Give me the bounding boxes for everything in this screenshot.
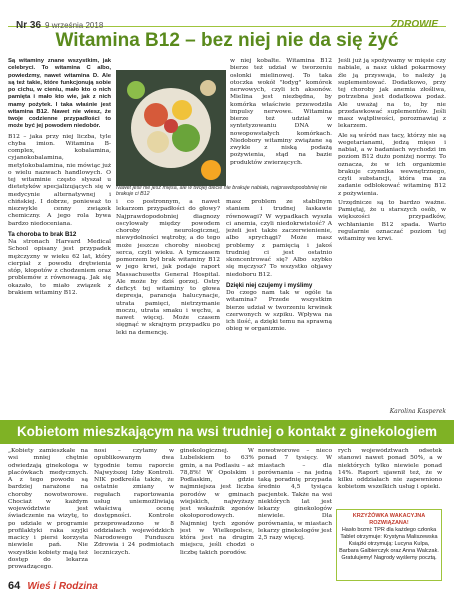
page-number: 64 [8, 580, 21, 592]
paragraph: Jeśli już ją spożywamy w mięsie czy nabiale, a nasz układ pokarmowy źle ją przyswaja, to należy ją suplementować. Dodatkowo, przy tej choroby jak anemia złośliwa, potrzebna jest dodatkowa podaż. Ale uważaj na to, by nie przedawkować suplementów. Jeśli masz wątpliwości, porozmawiaj z lekarzem. [338, 58, 446, 130]
box-line: Tablet otrzymuje: Krystyna Maliszewska [340, 534, 438, 540]
paragraph: i co postronnym, a nawet lekarzom przypadłości do głowy? Najprawdopodobniej diagnozy oscylowały między powodem choroby neurologicznej, niewydolności wątroby, a do tego może jeszcze choroby nieobcej serca, czyli wieku. A tymczasem pomorzem był brak witaminy B12 w jego krwi, jak podaje raport Massachusetts General Hospital. Ale może by dziś gorzej. Ostry deficyt tej witaminy to głowa depresja, paranoja halucynacje, utrata pamięci, nietrzymanie moczu, utrata smaku i węchu, a nawet więcej. Może czasem sięgnąć w skrajnym przypadku po leki na demencję. [116, 199, 220, 336]
article2-col-3 [180, 448, 254, 576]
food-photo [116, 70, 226, 186]
paragraph: nosi – czytamy w opublikowanym dwa tygodnie temu raporcie Najwyższej Izby Kontroli. NIK podkreśla także, że ostatnie zmiany w regułach raportowania usług uniemożliwiają właściwą ocenę dostępności. Kontrole przeprowadzono w 8 oddziałach wojewódzkich Narodowego Funduszu Zdrowia i 24 podmiotach leczniczych. [94, 448, 174, 556]
article2-col-1 [8, 448, 88, 576]
paragraph: w niej kobalte. Witamina B12 bierze też udział w tworzeniu osłonki mielinowej. To taka otoczka wokół "łodyg" komórek nerwowych, czyli ich aksonów. Mielina jest niezbędna, by komórka właściwie przewodziła impulsy nerwowe. Witamina bierze też udział w syntetyzowaniu DNA w nowopowstałych komórkach. Niedobory witaminy zwiążane są zwykle z niską podażą pożywienia, stąd na bazie produktów zwierzęcych. [230, 58, 332, 166]
paragraph: ginekologicznej. W Lubelskiem to 63% gmin, a na Podlasiu – aż 78,8%! W Opolskim i Podlaskim, gdzie najmniejsza jest liczba porodów w gminach wiejskich, najwyższy jest wskaźnik zgonów okołoporodowych. Najmniej tych zgonów jest w Wielkopolsce, która jest na drugim miejscu, jeśli chodzi o liczbę takich porodów. [180, 448, 254, 556]
box-title: KRZYŻÓWKA WAKACYJNA ROZWIĄZANA! [352, 513, 426, 526]
page-footer [8, 580, 98, 592]
crossword-box [336, 509, 442, 581]
section-label: ZDROWIE [390, 19, 438, 30]
article-title: Witamina B12 – bez niej nie da się żyć [55, 30, 399, 51]
lead-paragraph: Są witaminy znane wszystkim, jak celebryci. To witamina C albo, powiedzmy, nawet witamina D. Ale są też takie, które funkcjonują sobie po cichu, w cieniu, mało kto o nich pamięta i mało kto wie, jak z nich mamy pożytek. I taka właśnie jest witamina B12. Nawet nie wiesz, że twoje codzienne przypadłości to może być jej powodem niedobór. [8, 58, 111, 130]
paragraph: Na stronach Harvard Medical School opisany jest przypadek mężczyzny w wieku 62 lat, który cierpiał z powodu drętwienia stóp, kłopotów z chodzeniem oraz problemów z równowagą. Jak się okazało, to miało związek z brakiem witaminy B12. [8, 239, 111, 296]
subheading: Dzięki niej czujemy i myślimy [226, 281, 313, 289]
box-line: Hasło brzmi: TPR dla każdego członka [341, 527, 437, 533]
paragraph: masz problem ze stabilnym staniem i trudnej łaskawie równowagi? W wypadkach wyszła ci anemia, czyli niedokrwistość? A jeżeli jest także zaczerwienienie, albo sprychągi? Może masz problemy z pamięcią i jakoś trudniej ci jest ostatnio skoncentrować się? Albo szybko się męczysz? To wszystko objawy niedoboru B12. [226, 199, 332, 278]
article2-col-5 [338, 448, 442, 506]
box-line: Książki otrzymują: Lucyna Kulpa, Barbara Galbierczyk oraz Anna Walczak. [339, 541, 439, 554]
article2-col-2 [94, 448, 174, 576]
article-col-5 [338, 58, 446, 404]
subheading: Ta choroba to brak B12 [8, 230, 77, 238]
paragraph: Do czego nam tak w ogóle ta witamina? Przede wszystkim bierze udział w tworzeniu krwinek czerwonych w szpiku. Wpływa na ich ilość, a dzięki temu na sprawną obieg w organizmie. [226, 290, 332, 333]
page-header [8, 4, 446, 31]
paragraph: Urzędnicze są to bardzo ważne. Pamiętaj, że u starszych osób, w większości przypadków, wchłanianie B12 spada. Warto regularnie oznaczać poziom tej witaminy we krwi. [338, 199, 446, 242]
article-col-3 [226, 199, 332, 408]
author: Karolina Kasperek [389, 408, 446, 415]
article-col-1 [8, 58, 111, 408]
paragraph: rych województwach odsetek stanowi nawet ponad 50%, a w niektórych tylko niewiele ponad 14%. Raport ujawnił też, że w kilku oddziałach nie zapewniono kobietom wszelkich usług i opieki. [338, 448, 442, 491]
box-line: Gratulujemy! Nagrody wyślemy pocztą. [341, 555, 437, 561]
paragraph: Ale są wśród nas tacy, którzy nie są wegetarianami, jedzą mięso i nabiał, a w badaniach wychodzi im poziom B12 dużo poniżej normy. To oznacza, że w ich organizmie brakuje czynnika wewnętrznego, czyli substancji, która ma za zadanie odblokować witaminę B12 z pożywienia. [338, 132, 446, 197]
magazine-name: Wieś i Rodzina [27, 581, 98, 592]
article2-title: Kobietom mieszkającym na wsi trudniej o kontakt z ginekologiem [16, 424, 438, 439]
paragraph: nowotworowe – nieco ponad 7 tysięcy. W miastach – dla porównania – na jedną taką poradnię przypada średnio 4,5 tysiąca pacjentek. Także na wsi niektórych lat jest lekarzy ginekologów niewiele. Dla porównania, w miastach lekarzy ginekologów jest 2,5 razy więcej. [258, 448, 332, 541]
paragraph: „Kobiety zamieszkałe na wsi mniej chętnie odwiedzają ginekologa w placówkach medycznych. A z tego powodu są bardziej narażone na choroby nowotworowe. Chociaż w każdym województwie jest świadczenie na wizytę, to po udziale w programie profilaktyki raka szyjki macicy i piersi korzysta niewiele pań. Nie wszystkie kobiety mają też dostęp do lekarza prowadzącego. [8, 448, 88, 570]
article-col-2 [116, 199, 220, 408]
article-col-4 [230, 58, 332, 198]
issue-info: Nr 36 9 września 2018 [16, 20, 104, 31]
photo-caption: Nawet jeśli nie jesz mięsa, ale w twojej diecie nie brakuje nabiału, najprawdopodobniej nie brakuje ci B12 [116, 185, 328, 198]
article2-col-4 [258, 448, 332, 576]
paragraph: B12 – jaka przy niej liczba, tyle chyba imion. Witamina B-complex, kobalamina, cyjanokobalamina, metylokobalamina, nie mówiąc już o wielu nazwach handlowych. O tej witaminie często słyszał u dietetyków specjalizujących się w medycynie alternatywnej i chińskiej. I dobrze, ponieważ to niezwykle cenny związek chemiczny. A jego rola bywa bardzo niedoceniana. [8, 133, 111, 227]
